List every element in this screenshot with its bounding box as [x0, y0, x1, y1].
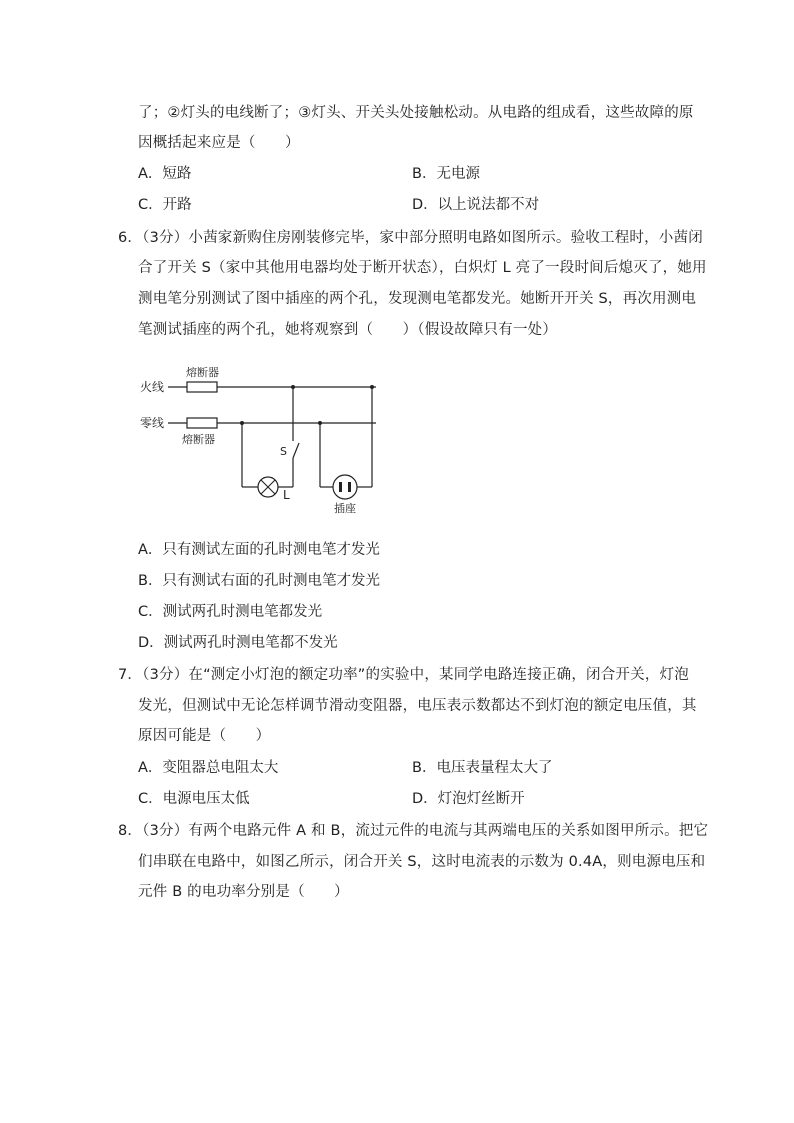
q8-stem-line-1: 8．（3分）有两个电路元件 A 和 B，流过元件的电流与其两端电压的关系如图甲所示。把它: [118, 823, 709, 839]
q5-option-d: D．以上说法都不对: [412, 197, 540, 213]
neutral-label: 零线: [140, 416, 165, 430]
q6-option-b: B．只有测试右面的孔时测电笔才发光: [138, 573, 380, 589]
q7-option-a: A．变阻器总电阻太大: [138, 760, 279, 776]
q5-option-b: B．无电源: [412, 166, 480, 182]
fuse-top-label: 熔断器: [186, 366, 219, 379]
q5-stem-line-2: 因概括起来应是（ ）: [138, 135, 300, 151]
socket-label: 插座: [334, 502, 356, 515]
q7-stem-line-3: 原因可能是（ ）: [138, 728, 271, 744]
q8-stem-line-2: 们串联在电路中，如图乙所示，闭合开关 S，这时电流表的示数为 0.4A，则电源电压和: [138, 854, 706, 870]
q6-stem-line-3: 测电笔分别测试了图中插座的两个孔，发现测电笔都发光。她断开开关 S，再次用测电: [138, 291, 697, 307]
live-label: 火线: [140, 380, 165, 394]
q7-stem-line-1: 7．（3分）在“测定小灯泡的额定功率”的实验中，某同学电路连接正确，闭合开关，灯泡: [118, 667, 689, 683]
fuse-bottom-label: 熔断器: [182, 433, 215, 446]
q6-option-a: A．只有测试左面的孔时测电笔才发光: [138, 542, 380, 558]
q7-stem-line-2: 发光，但测试中无论怎样调节滑动变阻器，电压表示数都达不到灯泡的额定电压值，其: [138, 698, 697, 714]
lamp-label: L: [283, 488, 290, 502]
q6-stem-line-1: 6．（3分）小茜家新购住房刚装修完毕，家中部分照明电路如图所示。验收工程时，小茜闭: [118, 230, 703, 246]
q5-option-a: A．短路: [138, 166, 192, 182]
switch-symbol: [293, 443, 299, 458]
circuit-diagram: [130, 355, 390, 525]
q6-stem-line-4: 笔测试插座的两个孔，她将观察到（ ）（假设故障只有一处）: [138, 322, 558, 338]
q7-option-c: C．电源电压太低: [138, 791, 250, 807]
q8-stem-line-3: 元件 B 的电功率分别是（ ）: [138, 884, 349, 900]
fuse-bottom: [187, 418, 217, 428]
switch-label: S: [280, 445, 287, 458]
fuse-top: [187, 382, 217, 392]
socket-symbol: [333, 475, 357, 499]
q6-option-c: C．测试两孔时测电笔都发光: [138, 604, 323, 620]
junction-live-switch: [291, 385, 295, 389]
q6-stem-line-2: 合了开关 S（家中其他用电器均处于断开状态），白炽灯 L 亮了一段时间后熄灭了，她用: [138, 260, 707, 276]
lamp-symbol: [258, 477, 278, 497]
q6-option-d: D．测试两孔时测电笔都不发光: [138, 635, 338, 651]
q7-option-b: B．电压表量程太大了: [412, 760, 553, 776]
q5-option-c: C．开路: [138, 197, 192, 213]
q5-stem-line-1: 了；②灯头的电线断了；③灯头、开关头处接触松动。从电路的组成看，这些故障的原: [138, 105, 694, 121]
junction-live-socket: [370, 385, 374, 389]
q7-option-d: D．灯泡灯丝断开: [412, 791, 525, 807]
